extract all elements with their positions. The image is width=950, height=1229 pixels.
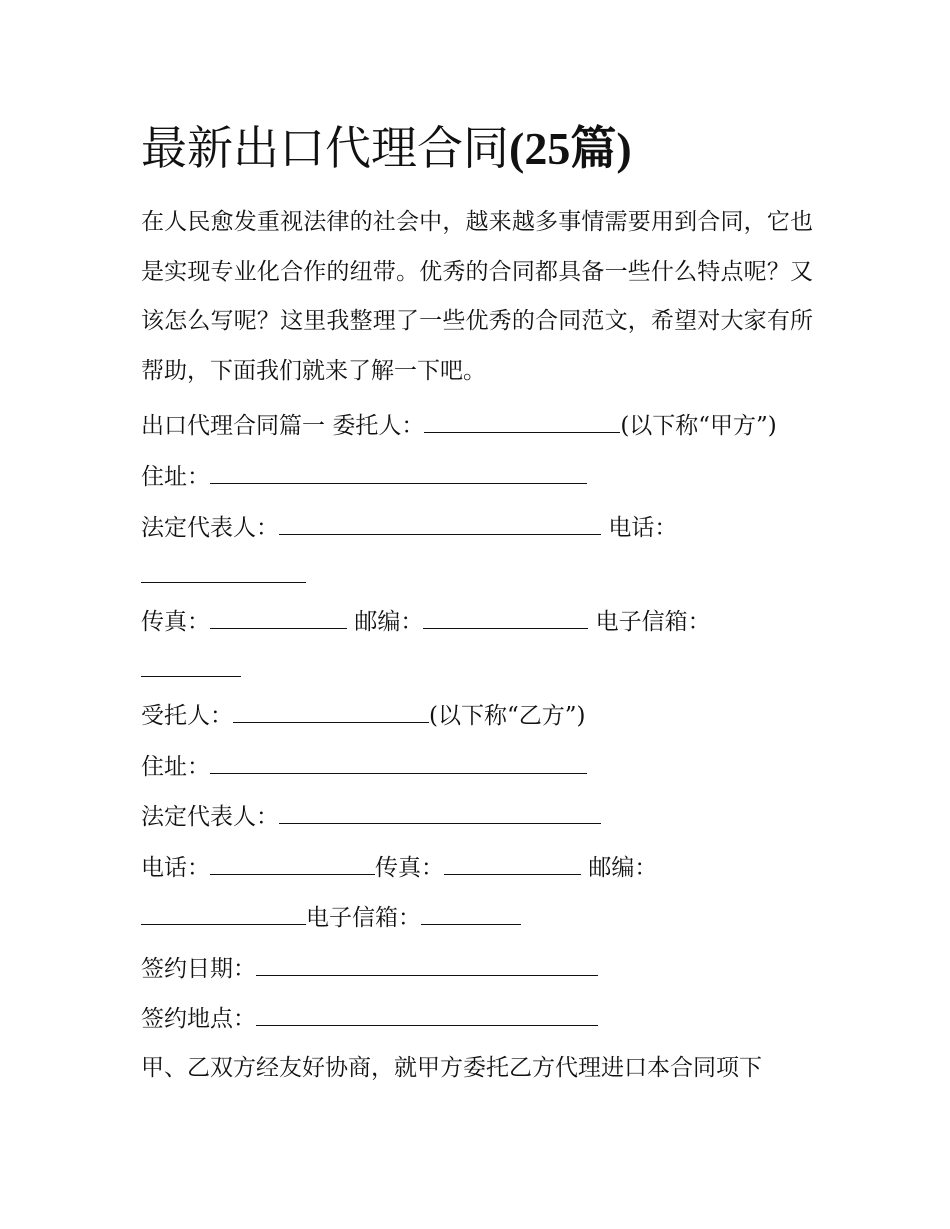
document-title xyxy=(141,118,632,179)
closing-line: 甲、乙双方经友好协商，就甲方委托乙方代理进口本合同项下 xyxy=(141,1055,762,1081)
sign-date-label: 签约日期： xyxy=(141,956,256,982)
party-b-postcode-continued xyxy=(141,902,521,933)
phone-blank-b[interactable] xyxy=(210,852,375,875)
party-a-fax-line xyxy=(141,606,711,637)
email-blank-b[interactable] xyxy=(421,902,521,925)
title-count: (25篇) xyxy=(509,123,632,174)
sign-place-label: 签约地点： xyxy=(141,1006,256,1032)
fax-label-b: 传真： xyxy=(375,855,444,881)
postcode-label-b: 邮编： xyxy=(588,855,658,881)
fax-blank-b[interactable] xyxy=(444,852,581,875)
postcode-blank[interactable] xyxy=(423,606,588,629)
party-a-legal-rep-line xyxy=(141,512,677,543)
legal-rep-blank-b[interactable] xyxy=(279,801,601,824)
phone-label: 电话： xyxy=(608,515,678,541)
agent-label: 受托人： xyxy=(141,703,233,729)
email-label: 电子信箱： xyxy=(595,609,711,635)
party-b-phone-line xyxy=(141,852,657,883)
address-blank[interactable] xyxy=(210,461,587,484)
party-a-email-continued xyxy=(141,654,241,685)
address-label-b: 住址： xyxy=(141,754,210,780)
legal-rep-blank[interactable] xyxy=(279,512,601,535)
sign-place-line xyxy=(141,1003,598,1034)
email-label-b: 电子信箱： xyxy=(306,905,421,931)
sign-date-line xyxy=(141,953,598,984)
phone-label-b: 电话： xyxy=(141,855,210,881)
agent-blank[interactable] xyxy=(233,700,429,723)
client-blank[interactable] xyxy=(424,410,620,433)
sign-place-blank[interactable] xyxy=(256,1003,598,1026)
party-b-legal-rep-line xyxy=(141,801,601,832)
email-blank[interactable] xyxy=(141,654,241,677)
party-a-address-line xyxy=(141,461,587,492)
sign-date-blank[interactable] xyxy=(256,953,598,976)
address-label: 住址： xyxy=(141,464,210,490)
party-b-agent-line xyxy=(141,700,585,731)
section-heading: 出口代理合同篇一 xyxy=(141,413,325,439)
fax-label: 传真： xyxy=(141,609,210,635)
client-suffix: (以下称“甲方”) xyxy=(620,413,777,439)
phone-blank[interactable] xyxy=(141,560,306,583)
legal-rep-label-b: 法定代表人： xyxy=(141,804,279,830)
postcode-label: 邮编： xyxy=(354,609,424,635)
title-text: 最新出口代理合同 xyxy=(141,121,509,175)
party-a-client-line xyxy=(141,410,777,441)
address-blank-b[interactable] xyxy=(210,751,587,774)
client-label: 委托人： xyxy=(332,413,425,439)
agent-suffix: (以下称“乙方”) xyxy=(429,703,586,729)
legal-rep-label: 法定代表人： xyxy=(141,515,279,541)
party-b-address-line xyxy=(141,751,587,782)
party-a-phone-continued xyxy=(141,560,306,591)
postcode-blank-b[interactable] xyxy=(141,902,306,925)
fax-blank[interactable] xyxy=(210,606,347,629)
intro-paragraph: 在人民愈发重视法律的社会中，越来越多事情需要用到合同，它也是实现专业化合作的纽带。优秀的合同都具备一些什么特点呢？又该怎么写呢？这里我整理了一些优秀的合同范文，希望对大家有所帮助，下面我们就来了解一下吧。 xyxy=(141,209,813,384)
